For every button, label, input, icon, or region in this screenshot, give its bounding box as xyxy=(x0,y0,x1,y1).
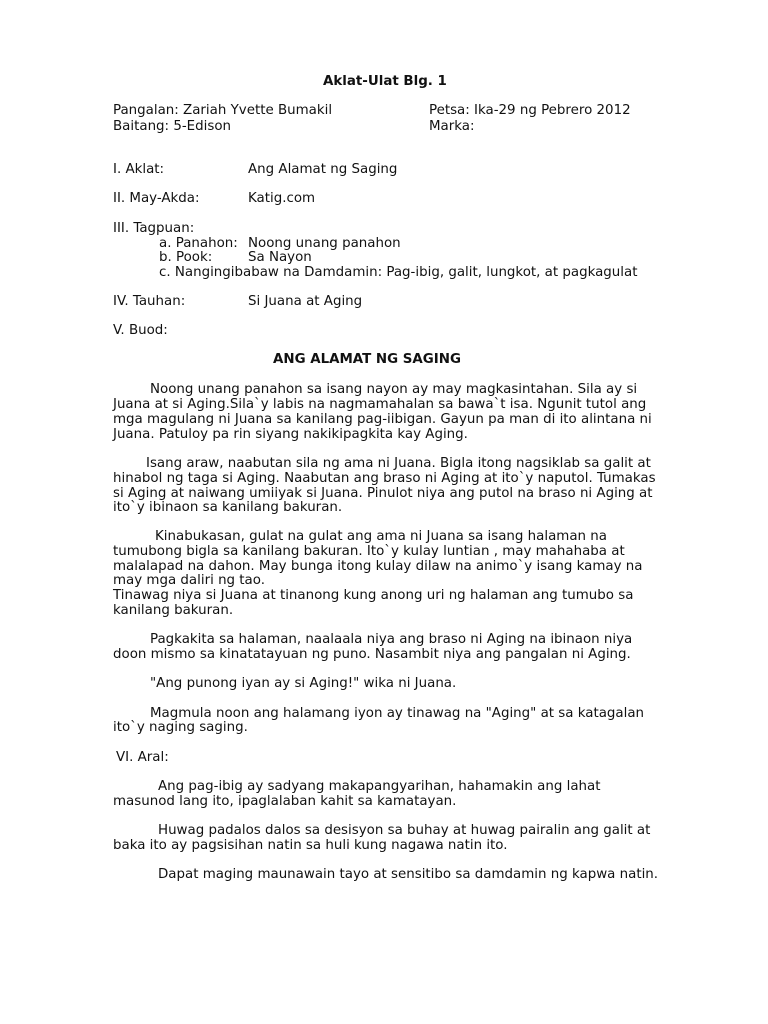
aral-line: Dapat maging maunawain tayo at sensitibo sa damdamin ng kapwa natin. xyxy=(158,867,659,882)
aral-line: Huwag padalos dalos sa desisyon sa buhay at huwag pairalin ang galit at xyxy=(158,823,651,838)
pook-label: b. Pook: xyxy=(159,250,213,265)
panahon-label: a. Panahon: xyxy=(159,236,238,251)
story-line: kanilang bakuran. xyxy=(113,603,234,618)
story-line: Juana at si Aging.Sila`y labis na nagmamahalan sa bawa`t isa. Ngunit tutol ang xyxy=(113,397,647,412)
story-line: Magmula noon ang halamang iyon ay tinawag na "Aging" at sa katagalan xyxy=(150,706,645,721)
student-grade: Baitang: 5-Edison xyxy=(113,119,232,134)
story-line: Isang araw, naabutan sila ng ama ni Juana. Bigla itong nagsiklab sa galit at xyxy=(146,456,651,471)
report-mark: Marka: xyxy=(429,119,475,134)
story-line: si Aging at naiwang umiiyak si Juana. Pinulot niya ang putol na braso ni Aging at xyxy=(113,486,653,501)
story-line: doon mismo sa kinatatayuan ng puno. Nasambit niya ang pangalan ni Aging. xyxy=(113,647,631,662)
aral-line: masunod lang ito, ipaglalaban kahit sa kamatayan. xyxy=(113,794,457,809)
buod-label: V. Buod: xyxy=(113,323,168,338)
story-line: malalapad na dahon. May bunga itong kulay dilaw na animo`y isang kamay na xyxy=(113,559,643,574)
aral-label: VI. Aral: xyxy=(116,750,169,765)
story-title: ANG ALAMAT NG SAGING xyxy=(273,352,461,367)
story-line: Noong unang panahon sa isang nayon ay may magkasintahan. Sila ay si xyxy=(150,382,638,397)
story-line: Juana. Patuloy pa rin siyang nakikipagkita kay Aging. xyxy=(113,427,468,442)
story-line: Tinawag niya si Juana at tinanong kung anong uri ng halaman ang tumubo sa xyxy=(113,588,634,603)
story-line: ito`y naging saging. xyxy=(113,720,248,735)
document-title: Aklat-Ulat Blg. 1 xyxy=(323,74,447,89)
pook-value: Sa Nayon xyxy=(248,250,312,265)
story-line: may mga daliri ng tao. xyxy=(113,573,265,588)
may-akda-value: Katig.com xyxy=(248,191,316,206)
story-line: "Ang punong iyan ay si Aging!" wika ni Juana. xyxy=(150,676,457,691)
report-date: Petsa: Ika-29 ng Pebrero 2012 xyxy=(429,103,631,118)
tauhan-value: Si Juana at Aging xyxy=(248,294,363,309)
aral-line: baka ito ay pagsisihan natin sa huli kung nagawa natin ito. xyxy=(113,838,508,853)
aklat-value: Ang Alamat ng Saging xyxy=(248,162,398,177)
story-line: ito`y ibinaon sa kanilang bakuran. xyxy=(113,500,343,515)
story-line: mga magulang ni Juana sa kanilang pag-iibigan. Gayun pa man di ito alintana ni xyxy=(113,412,652,427)
tagpuan-label: III. Tagpuan: xyxy=(113,221,195,236)
story-line: Kinabukasan, gulat na gulat ang ama ni Juana sa isang halaman na xyxy=(155,529,607,544)
aral-line: Ang pag-ibig ay sadyang makapangyarihan, hahamakin ang lahat xyxy=(158,779,601,794)
tauhan-label: IV. Tauhan: xyxy=(113,294,186,309)
story-line: tumubong bigla sa kanilang bakuran. Ito`y kulay luntian , may mahahaba at xyxy=(113,544,625,559)
panahon-value: Noong unang panahon xyxy=(248,236,401,251)
story-line: Pagkakita sa halaman, naalaala niya ang braso ni Aging na ibinaon niya xyxy=(150,632,633,647)
may-akda-label: II. May-Akda: xyxy=(113,191,200,206)
student-name: Pangalan: Zariah Yvette Bumakil xyxy=(113,103,333,118)
story-line: hinabol ng taga si Aging. Naabutan ang braso ni Aging at ito`y naputol. Tumakas xyxy=(113,471,656,486)
aklat-label: I. Aklat: xyxy=(113,162,165,177)
damdamin-line: c. Nangingibabaw na Damdamin: Pag-ibig, galit, lungkot, at pagkagulat xyxy=(159,265,638,280)
